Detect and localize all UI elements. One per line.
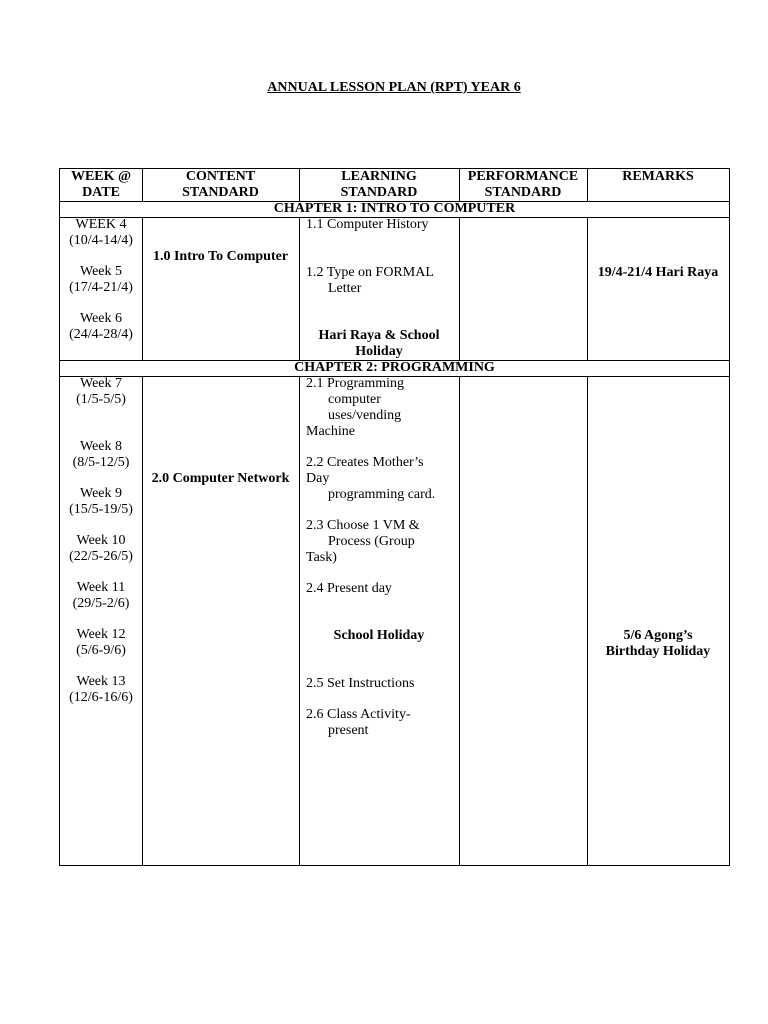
chapter2-weeks bbox=[60, 376, 142, 706]
week-date: (8/5-12/5) bbox=[72, 455, 130, 470]
col-rule bbox=[587, 217, 588, 360]
chapter2-learning-2-1 bbox=[306, 376, 404, 440]
learning-line: 1.2 Type on FORMAL bbox=[306, 265, 434, 280]
chapter2-title: CHAPTER 2: PROGRAMMING bbox=[294, 360, 495, 375]
learning-line: computer bbox=[328, 392, 381, 407]
header-learning bbox=[299, 169, 459, 201]
learning-line: Process (Group bbox=[328, 534, 415, 549]
chapter2-learning-2-3 bbox=[306, 518, 420, 566]
learning-line: 2.1 Programming bbox=[306, 376, 404, 391]
learning-line: Day bbox=[306, 471, 330, 486]
week-label: Week 8 bbox=[79, 439, 123, 454]
col-rule bbox=[587, 376, 588, 866]
header-week bbox=[60, 169, 142, 201]
learning-line: programming card. bbox=[328, 487, 436, 502]
learning-line: Task) bbox=[306, 550, 337, 565]
chapter1-holiday bbox=[299, 328, 459, 360]
chapter2-remarks bbox=[587, 628, 729, 660]
chapter1-learning-1-1: 1.1 Computer History bbox=[306, 217, 429, 232]
week-date: (1/5-5/5) bbox=[76, 392, 126, 407]
col-rule bbox=[459, 376, 460, 866]
header-learning-line1: LEARNING bbox=[341, 169, 417, 184]
chapter2-learning-2-4: 2.4 Present day bbox=[306, 581, 392, 596]
header-performance-line1: PERFORMANCE bbox=[467, 169, 579, 184]
week-date: (22/5-26/5) bbox=[69, 549, 133, 564]
week-label: WEEK 4 bbox=[75, 217, 127, 232]
week-label: Week 12 bbox=[76, 627, 126, 642]
week-date: (5/6-9/6) bbox=[76, 643, 126, 658]
header-week-line1: WEEK @ bbox=[70, 169, 132, 184]
chapter2-learning-2-2 bbox=[306, 455, 435, 503]
learning-line: Letter bbox=[328, 281, 362, 296]
week-label: Week 6 bbox=[79, 311, 123, 326]
header-content-line2: STANDARD bbox=[182, 185, 259, 200]
chapter2-learning-2-5: 2.5 Set Instructions bbox=[306, 676, 415, 691]
holiday-line: Hari Raya & School bbox=[318, 328, 440, 343]
week-label: Week 11 bbox=[76, 580, 126, 595]
holiday-line: Holiday bbox=[355, 344, 403, 359]
chapter2-content-standard: 2.0 Computer Network bbox=[151, 471, 290, 486]
week-date: (29/5-2/6) bbox=[72, 596, 130, 611]
week-date: (15/5-19/5) bbox=[69, 502, 133, 517]
chapter1-remarks: 19/4-21/4 Hari Raya bbox=[597, 265, 719, 280]
header-content bbox=[142, 169, 299, 201]
learning-line: 2.2 Creates Mother’s bbox=[306, 455, 424, 470]
week-label: Week 7 bbox=[79, 376, 123, 391]
header-week-line2: DATE bbox=[82, 185, 120, 200]
week-label: Week 5 bbox=[79, 264, 123, 279]
col-rule bbox=[142, 217, 143, 360]
header-performance-line2: STANDARD bbox=[484, 185, 562, 200]
learning-line: uses/vending bbox=[328, 408, 402, 423]
learning-line: 2.6 Class Activity- bbox=[306, 707, 411, 722]
col-rule bbox=[299, 376, 300, 866]
week-date: (17/4-21/4) bbox=[69, 280, 133, 295]
week-date: (10/4-14/4) bbox=[69, 233, 133, 248]
learning-line: present bbox=[328, 723, 369, 738]
remarks-line: Birthday Holiday bbox=[605, 644, 711, 659]
remarks-line: 5/6 Agong’s bbox=[623, 628, 693, 643]
week-label: Week 10 bbox=[76, 533, 126, 548]
chapter1-learning-1-2 bbox=[306, 265, 434, 297]
header-remarks: REMARKS bbox=[622, 169, 694, 184]
chapter1-content-standard: 1.0 Intro To Computer bbox=[152, 249, 289, 264]
col-rule bbox=[142, 376, 143, 866]
week-label: Week 9 bbox=[79, 486, 123, 501]
chapter2-holiday: School Holiday bbox=[333, 628, 425, 643]
learning-line: Machine bbox=[306, 424, 355, 439]
learning-line: 2.3 Choose 1 VM & bbox=[306, 518, 420, 533]
chapter1-weeks bbox=[60, 217, 142, 343]
document-title: ANNUAL LESSON PLAN (RPT) YEAR 6 bbox=[267, 80, 521, 95]
header-learning-line2: STANDARD bbox=[340, 185, 418, 200]
col-rule bbox=[459, 217, 460, 360]
chapter2-learning-2-6 bbox=[306, 707, 411, 739]
week-date: (24/4-28/4) bbox=[69, 327, 133, 342]
week-label: Week 13 bbox=[76, 674, 126, 689]
header-content-line1: CONTENT bbox=[185, 169, 256, 184]
header-performance bbox=[459, 169, 587, 201]
lesson-plan-table bbox=[59, 168, 730, 866]
chapter1-title: CHAPTER 1: INTRO TO COMPUTER bbox=[273, 201, 516, 216]
week-date: (12/6-16/6) bbox=[69, 690, 133, 705]
